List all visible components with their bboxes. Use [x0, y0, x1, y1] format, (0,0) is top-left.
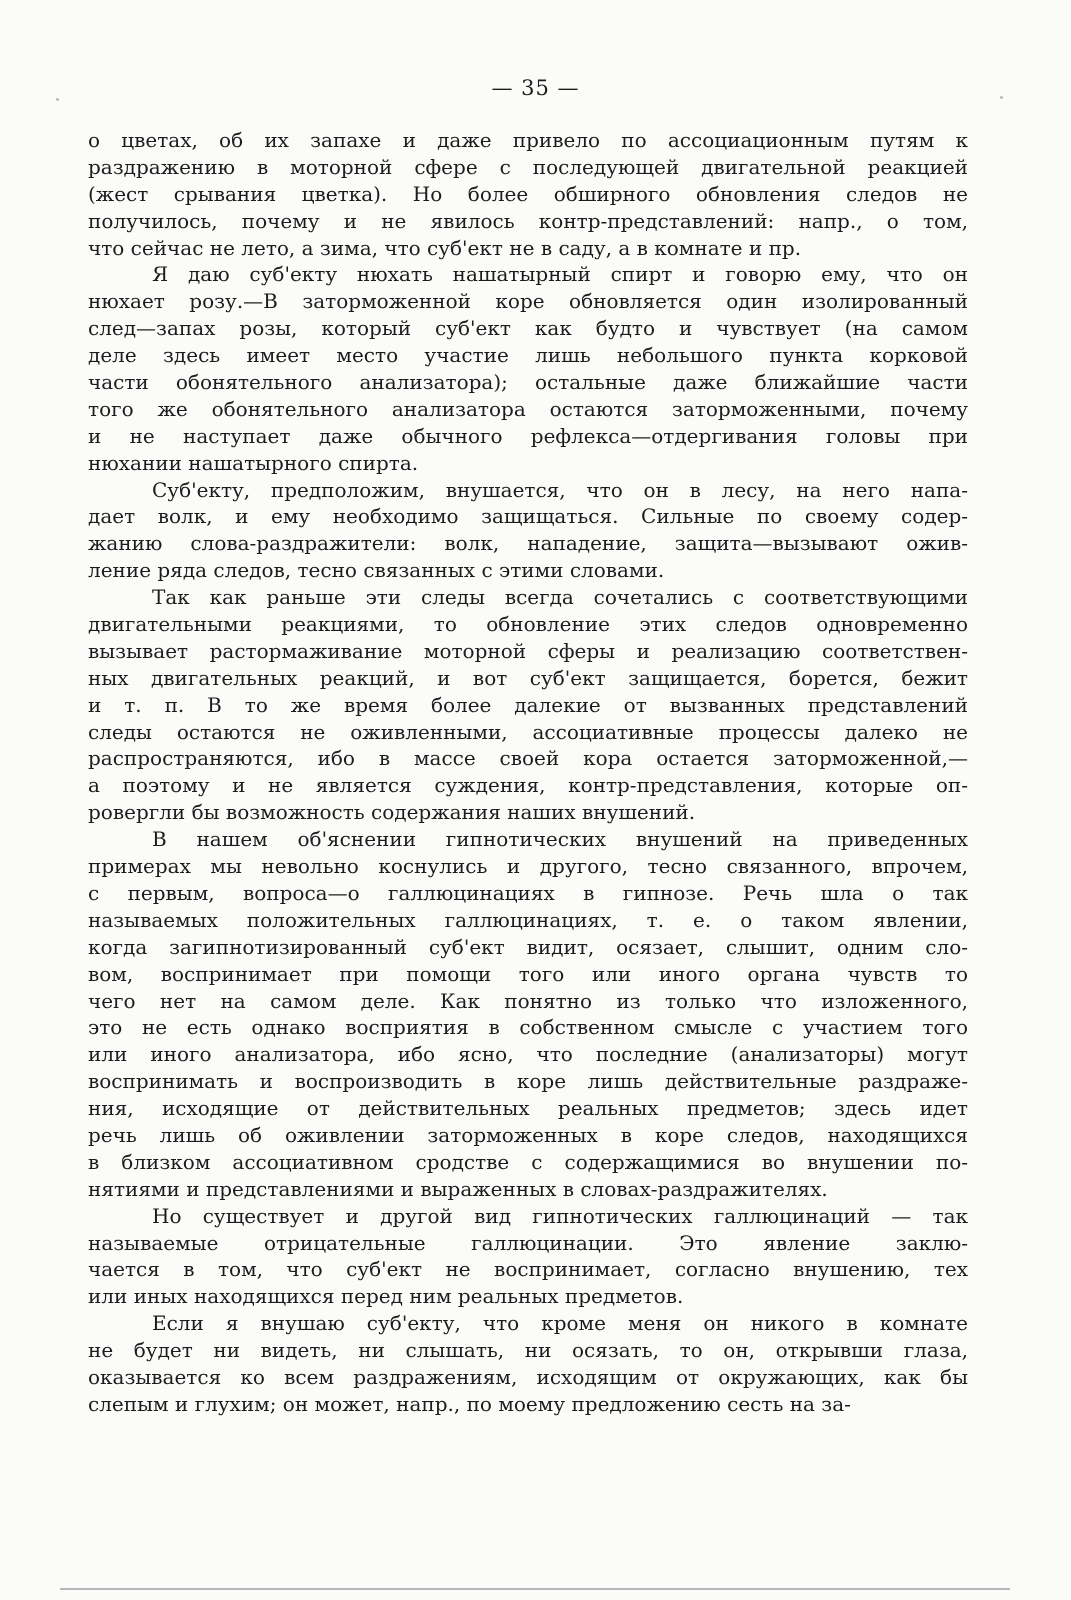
- text-line: следы остаются не оживленными, ассоциативные процессы далеко не: [88, 719, 968, 744]
- text-line: ных двигательных реакций, и вот суб'ект защищается, борется, бежит: [88, 665, 968, 690]
- text-line: в близком ассоциативном сродстве с содержащимися во внушении по-: [88, 1149, 968, 1174]
- text-line: чего нет на самом деле. Как понятно из только что изложенного,: [88, 988, 968, 1013]
- text-line: раздражению в моторной сфере с последующей двигательной реакцией: [88, 154, 968, 179]
- paragraph-first-line: В нашем об'яснении гипнотических внушений на приведенных: [152, 827, 968, 852]
- text-line: а поэтому и не является суждения, контр-представления, которые оп-: [88, 773, 968, 798]
- text-line: что сейчас не лето, а зима, что суб'ект не в саду, а в комнате и пр.: [88, 235, 802, 260]
- text-line: вом, воспринимает при помощи того или иного органа чувств то: [88, 961, 968, 986]
- paragraph-first-line: Но существует и другой вид гипнотических галлюцинаций — так: [152, 1203, 968, 1228]
- text-line: нюхании нашатырного спирта.: [88, 450, 419, 475]
- text-line: речь лишь об оживлении заторможенных в коре следов, находящихся: [88, 1122, 968, 1147]
- scan-speck: [1000, 96, 1003, 99]
- text-line: жанию слова-раздражители: волк, нападение, защита—вызывают ожив-: [88, 531, 968, 556]
- text-line: нюхает розу.—В заторможенной коре обновляется один изолированный: [88, 289, 968, 314]
- text-line: вызывает растормаживание моторной сферы и реализацию соответствен-: [88, 638, 968, 663]
- page-bottom-edge: [60, 1588, 1010, 1590]
- text-line: след—запах розы, который суб'ект как будто и чувствует (на самом: [88, 316, 968, 341]
- text-body: [88, 127, 968, 1418]
- text-line: того же обонятельного анализатора остаются заторможенными, почему: [88, 396, 968, 421]
- text-line: или иного анализатора, ибо ясно, что последние (анализаторы) могут: [88, 1042, 968, 1067]
- text-line: нятиями и представлениями и выраженных в словах-раздражителях.: [88, 1176, 828, 1201]
- text-line: примерах мы невольно коснулись и другого, тесно связанного, впрочем,: [88, 854, 968, 879]
- text-line: ление ряда следов, тесно связанных с этими словами.: [88, 558, 665, 583]
- text-line: двигательными реакциями, то обновление этих следов одновременно: [88, 612, 968, 637]
- text-line: чается в том, что суб'ект не воспринимает, согласно внушению, тех: [88, 1257, 968, 1282]
- text-line: и не наступает даже обычного рефлекса—отдергивания головы при: [88, 423, 968, 448]
- text-line: и т. п. В то же время более далекие от вызванных представлений: [88, 692, 968, 717]
- scan-speck: [56, 98, 59, 101]
- page-number: — 35 —: [491, 76, 580, 100]
- text-line: распространяются, ибо в массе своей кора остается заторможенной,—: [88, 746, 968, 771]
- text-line: с первым, вопроса—о галлюцинациях в гипнозе. Речь шла о так: [88, 880, 968, 905]
- text-line: получилось, почему и не явилось контр-представлений: напр., о том,: [88, 208, 968, 233]
- text-line: ния, исходящие от действительных реальных предметов; здесь идет: [88, 1096, 968, 1121]
- text-line: о цветах, об их запахе и даже привело по ассоциационным путям к: [88, 128, 968, 152]
- text-line: или иных находящихся перед ним реальных предметов.: [88, 1284, 684, 1309]
- text-line: не будет ни видеть, ни слышать, ни осязать, то он, открывши глаза,: [88, 1338, 968, 1363]
- text-line: когда загипнотизированный суб'ект видит, осязает, слышит, одним сло-: [88, 934, 968, 959]
- text-line: (жест срывания цветка). Но более обширного обновления следов не: [88, 181, 968, 206]
- paragraph-first-line: Если я внушаю суб'екту, что кроме меня он никого в комнате: [152, 1311, 968, 1336]
- text-line: это не есть однако восприятия в собственном смысле с участием того: [88, 1015, 968, 1040]
- paragraph-first-line: Так как раньше эти следы всегда сочетались с соответствующими: [152, 585, 968, 610]
- text-line: воспринимать и воспроизводить в коре лишь действительные раздраже-: [88, 1069, 968, 1094]
- text-line: деле здесь имеет место участие лишь небольшого пункта корковой: [88, 343, 968, 368]
- paragraph-first-line: Суб'екту, предположим, внушается, что он в лесу, на него напа-: [152, 477, 968, 502]
- text-line: называемые отрицательные галлюцинации. Это явление заклю-: [88, 1230, 968, 1255]
- text-line: оказывается ко всем раздражениям, исходящим от окружающих, как бы: [88, 1364, 968, 1389]
- text-line: дает волк, и ему необходимо защищаться. Сильные по своему содер-: [88, 504, 968, 529]
- text-line: называемых положительных галлюцинациях, т. е. о таком явлении,: [88, 907, 968, 932]
- text-line: ровергли бы возможность содержания наших внушений.: [88, 800, 696, 825]
- text-line: части обонятельного анализатора); остальные даже ближайшие части: [88, 370, 968, 395]
- text-line: слепым и глухим; он может, напр., по моему предложению сесть на за-: [88, 1391, 851, 1416]
- paragraph-first-line: Я даю суб'екту нюхать нашатырный спирт и говорю ему, что он: [152, 262, 968, 287]
